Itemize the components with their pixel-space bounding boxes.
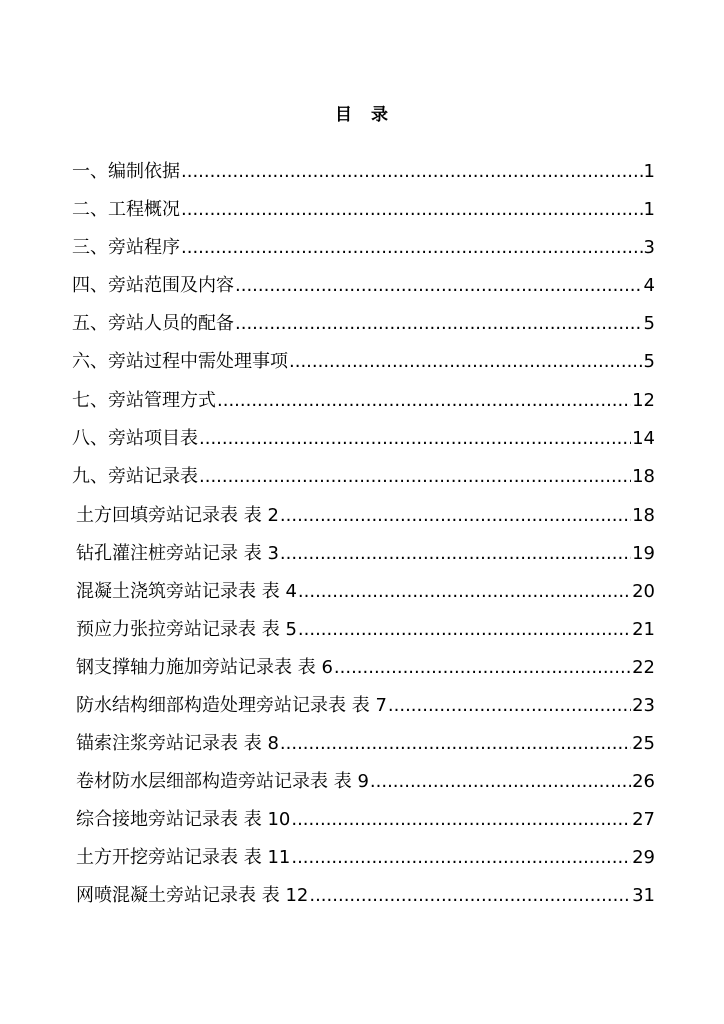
toc-entry-label: 六、旁站过程中需处理事项 xyxy=(72,351,288,372)
toc-entry[interactable] xyxy=(72,386,655,416)
toc-entry-label: 七、旁站管理方式 xyxy=(72,390,216,411)
toc-entry-label: 锚索注浆旁站记录表 表 8 xyxy=(76,733,279,754)
toc-entry[interactable] xyxy=(72,462,655,492)
toc-entry-page: 4 xyxy=(643,275,655,296)
toc-entry-page: 3 xyxy=(643,237,655,258)
toc-dot-leader xyxy=(309,881,631,911)
toc-entry[interactable] xyxy=(76,767,655,797)
toc-entry[interactable] xyxy=(76,805,655,835)
toc-dot-leader xyxy=(199,462,631,492)
toc-entry[interactable] xyxy=(72,309,655,339)
toc-entry[interactable] xyxy=(72,347,655,377)
toc-title-char-2: 录 xyxy=(371,105,389,125)
toc-entry-label: 预应力张拉旁站记录表 表 5 xyxy=(76,619,297,640)
toc-entry-label: 钢支撑轴力施加旁站记录表 表 6 xyxy=(76,657,333,678)
toc-dot-leader xyxy=(291,843,631,873)
toc-entry-label: 九、旁站记录表 xyxy=(72,466,198,487)
toc-entry-page: 1 xyxy=(643,161,655,182)
toc-entry[interactable] xyxy=(76,539,655,569)
toc-dot-leader xyxy=(217,386,631,416)
toc-entry-label: 八、旁站项目表 xyxy=(72,428,198,449)
toc-entry-label: 五、旁站人员的配备 xyxy=(72,313,234,334)
toc-dot-leader xyxy=(289,347,643,377)
toc-dot-leader xyxy=(334,653,631,683)
toc-entry-page: 25 xyxy=(632,733,655,754)
toc-entry-page: 14 xyxy=(632,428,655,449)
toc-dot-leader xyxy=(298,577,631,607)
toc-entry-page: 20 xyxy=(632,581,655,602)
toc-entry-label: 土方回填旁站记录表 表 2 xyxy=(76,505,279,526)
toc-dot-leader xyxy=(298,615,631,645)
toc-entry-page: 23 xyxy=(632,695,655,716)
toc-entry[interactable] xyxy=(76,843,655,873)
toc-entry[interactable] xyxy=(76,729,655,759)
toc-entry-page: 26 xyxy=(632,771,655,792)
toc-dot-leader xyxy=(280,729,631,759)
toc-dot-leader xyxy=(235,271,643,301)
toc-entry-label: 综合接地旁站记录表 表 10 xyxy=(76,809,291,830)
toc-entry-page: 18 xyxy=(632,505,655,526)
toc-entry[interactable] xyxy=(76,653,655,683)
toc-entry-label: 防水结构细部构造处理旁站记录表 表 7 xyxy=(76,695,387,716)
toc-entry-label: 网喷混凝土旁站记录表 表 12 xyxy=(76,885,309,906)
toc-entry-label: 一、编制依据 xyxy=(72,161,180,182)
toc-entry-page: 5 xyxy=(643,313,655,334)
toc-dot-leader xyxy=(370,767,631,797)
toc-dot-leader xyxy=(235,309,643,339)
toc-entry[interactable] xyxy=(76,615,655,645)
toc-entry[interactable] xyxy=(76,501,655,531)
toc-dot-leader xyxy=(199,424,631,454)
toc-entry-label: 混凝土浇筑旁站记录表 表 4 xyxy=(76,581,297,602)
toc-title xyxy=(0,100,724,125)
toc-dot-leader xyxy=(291,805,631,835)
toc-entry-page: 18 xyxy=(632,466,655,487)
toc-entry[interactable] xyxy=(72,195,655,225)
toc-entry-page: 1 xyxy=(643,199,655,220)
toc-dot-leader xyxy=(280,539,631,569)
toc-entry-page: 21 xyxy=(632,619,655,640)
toc-entry-label: 四、旁站范围及内容 xyxy=(72,275,234,296)
toc-entry-page: 29 xyxy=(632,847,655,868)
toc-dot-leader xyxy=(388,691,631,721)
toc-entry-label: 钻孔灌注桩旁站记录 表 3 xyxy=(76,543,279,564)
toc-entry-page: 19 xyxy=(632,543,655,564)
toc-entry-page: 12 xyxy=(632,390,655,411)
toc-entry-label: 三、旁站程序 xyxy=(72,237,180,258)
toc-entry-page: 5 xyxy=(643,351,655,372)
toc-dot-leader xyxy=(181,195,643,225)
toc-entry[interactable] xyxy=(76,577,655,607)
toc-entry[interactable] xyxy=(76,691,655,721)
toc-entry-label: 土方开挖旁站记录表 表 11 xyxy=(76,847,291,868)
toc-entry-page: 27 xyxy=(632,809,655,830)
toc-dot-leader xyxy=(280,501,631,531)
toc-entry[interactable] xyxy=(72,271,655,301)
toc-entry-label: 卷材防水层细部构造旁站记录表 表 9 xyxy=(76,771,369,792)
toc-entry-page: 22 xyxy=(632,657,655,678)
toc-entry[interactable] xyxy=(72,424,655,454)
toc-entry-page: 31 xyxy=(632,885,655,906)
toc-entry-label: 二、工程概况 xyxy=(72,199,180,220)
toc-entry[interactable] xyxy=(76,881,655,911)
toc-entry[interactable] xyxy=(72,233,655,263)
toc-dot-leader xyxy=(181,233,643,263)
toc-dot-leader xyxy=(181,157,643,187)
toc-title-char-1: 目 xyxy=(335,105,353,125)
toc-entry[interactable] xyxy=(72,157,655,187)
